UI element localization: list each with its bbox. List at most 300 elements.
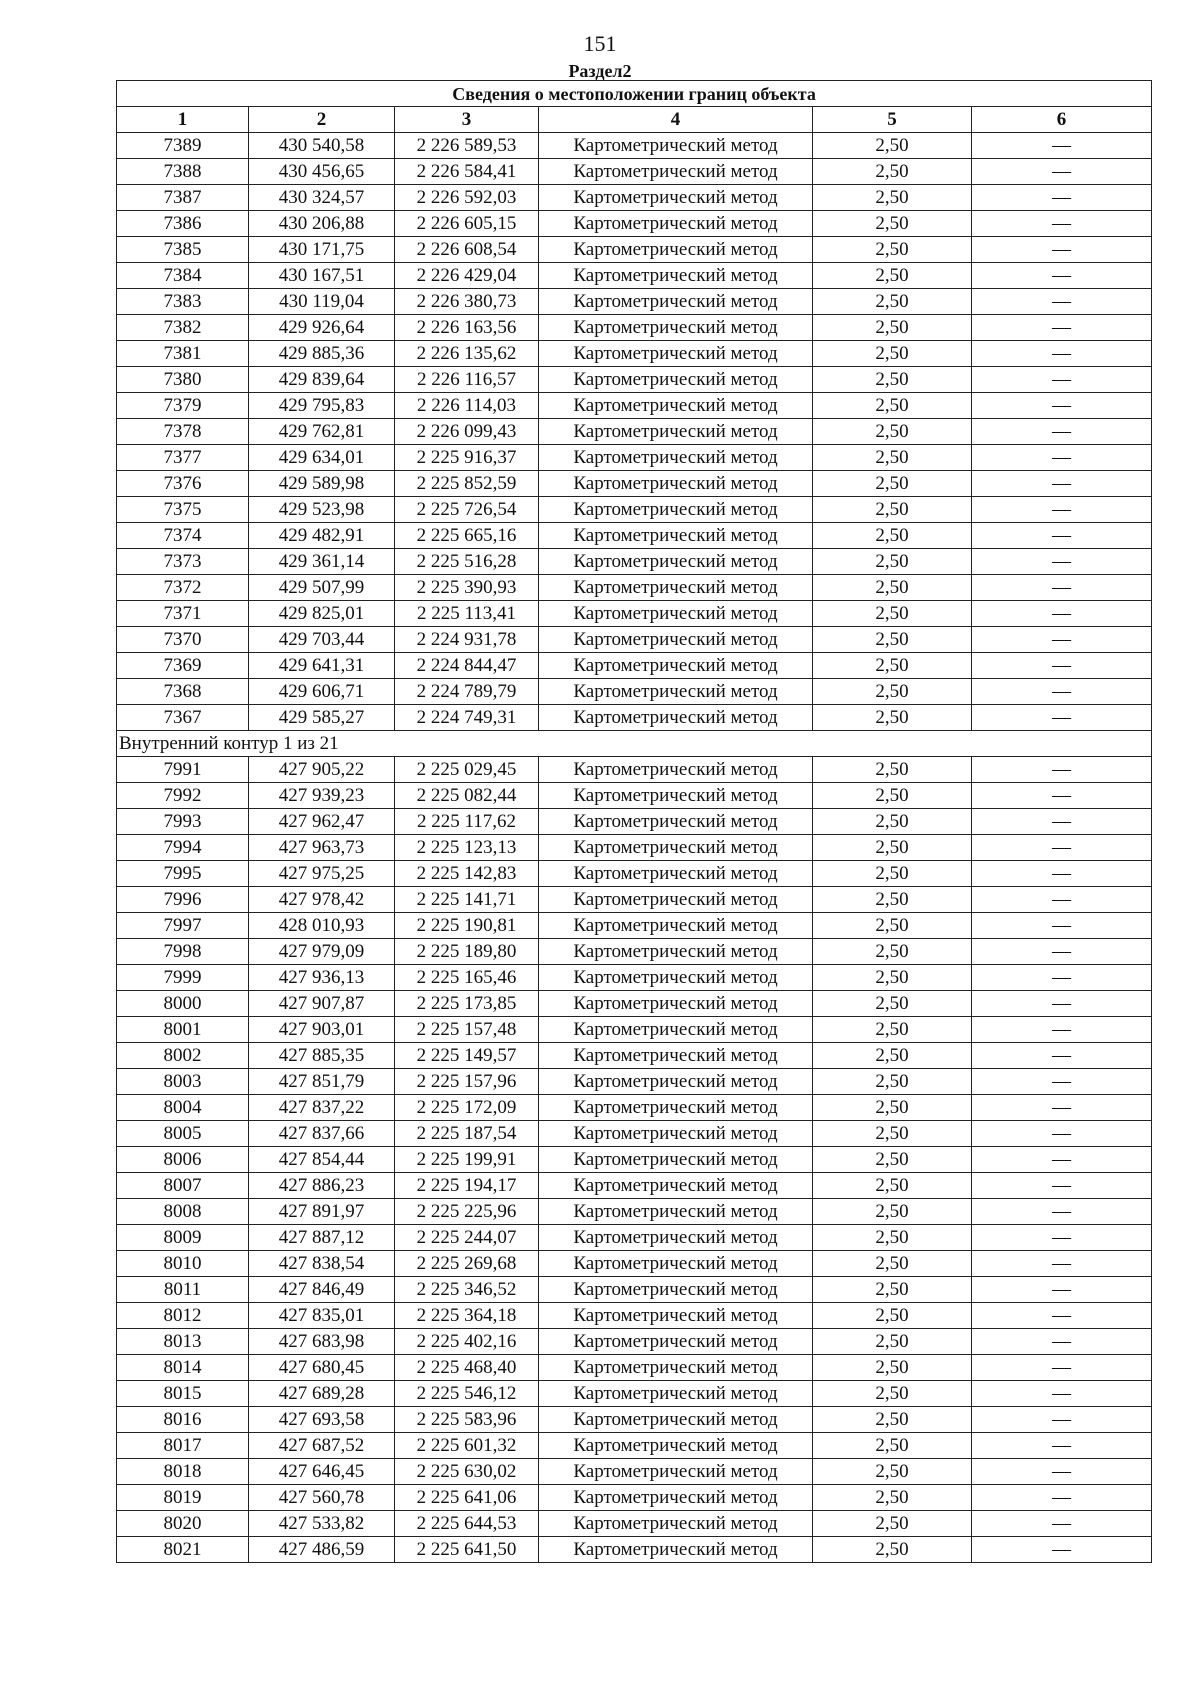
note-cell: — — [972, 1537, 1152, 1563]
accuracy-cell: 2,50 — [813, 627, 972, 653]
table-row — [117, 653, 1152, 679]
y-coordinate-cell: 2 225 244,07 — [395, 1225, 539, 1251]
method-cell: Картометрический метод — [539, 1251, 813, 1277]
x-coordinate-cell: 429 885,36 — [249, 341, 395, 367]
table-row — [117, 1017, 1152, 1043]
accuracy-cell: 2,50 — [813, 1017, 972, 1043]
table-row — [117, 1095, 1152, 1121]
y-coordinate-cell: 2 224 931,78 — [395, 627, 539, 653]
x-coordinate-cell: 427 837,22 — [249, 1095, 395, 1121]
x-coordinate-cell: 429 523,98 — [249, 497, 395, 523]
x-coordinate-cell: 429 839,64 — [249, 367, 395, 393]
table-row — [117, 1069, 1152, 1095]
y-coordinate-cell: 2 225 269,68 — [395, 1251, 539, 1277]
x-coordinate-cell: 427 939,23 — [249, 783, 395, 809]
note-cell: — — [972, 705, 1152, 731]
accuracy-cell: 2,50 — [813, 1043, 972, 1069]
method-cell: Картометрический метод — [539, 653, 813, 679]
x-coordinate-cell: 427 887,12 — [249, 1225, 395, 1251]
accuracy-cell: 2,50 — [813, 861, 972, 887]
column-header: 1 — [117, 107, 249, 133]
note-cell: — — [972, 1485, 1152, 1511]
point-number-cell: 7994 — [117, 835, 249, 861]
accuracy-cell: 2,50 — [813, 1121, 972, 1147]
table-row — [117, 1407, 1152, 1433]
accuracy-cell: 2,50 — [813, 1069, 972, 1095]
accuracy-cell: 2,50 — [813, 1459, 972, 1485]
x-coordinate-cell: 429 606,71 — [249, 679, 395, 705]
point-number-cell: 7372 — [117, 575, 249, 601]
x-coordinate-cell: 427 683,98 — [249, 1329, 395, 1355]
x-coordinate-cell: 427 854,44 — [249, 1147, 395, 1173]
table-row — [117, 523, 1152, 549]
note-cell: — — [972, 1407, 1152, 1433]
note-cell: — — [972, 939, 1152, 965]
x-coordinate-cell: 427 907,87 — [249, 991, 395, 1017]
method-cell: Картометрический метод — [539, 627, 813, 653]
method-cell: Картометрический метод — [539, 1537, 813, 1563]
page-number: 151 — [583, 31, 617, 56]
method-cell: Картометрический метод — [539, 1095, 813, 1121]
note-cell: — — [972, 1381, 1152, 1407]
y-coordinate-cell: 2 226 114,03 — [395, 393, 539, 419]
table-row — [117, 341, 1152, 367]
x-coordinate-cell: 427 891,97 — [249, 1199, 395, 1225]
note-cell: — — [972, 1225, 1152, 1251]
point-number-cell: 7375 — [117, 497, 249, 523]
table-row — [117, 1485, 1152, 1511]
y-coordinate-cell: 2 225 644,53 — [395, 1511, 539, 1537]
note-cell: — — [972, 159, 1152, 185]
point-number-cell: 7998 — [117, 939, 249, 965]
accuracy-cell: 2,50 — [813, 1147, 972, 1173]
point-number-cell: 7378 — [117, 419, 249, 445]
accuracy-cell: 2,50 — [813, 367, 972, 393]
x-coordinate-cell: 427 838,54 — [249, 1251, 395, 1277]
accuracy-cell: 2,50 — [813, 185, 972, 211]
point-number-cell: 7380 — [117, 367, 249, 393]
x-coordinate-cell: 427 835,01 — [249, 1303, 395, 1329]
table-row — [117, 575, 1152, 601]
x-coordinate-cell: 427 936,13 — [249, 965, 395, 991]
x-coordinate-cell: 427 885,35 — [249, 1043, 395, 1069]
method-cell: Картометрический метод — [539, 211, 813, 237]
x-coordinate-cell: 427 963,73 — [249, 835, 395, 861]
accuracy-cell: 2,50 — [813, 1329, 972, 1355]
method-cell: Картометрический метод — [539, 1017, 813, 1043]
accuracy-cell: 2,50 — [813, 1303, 972, 1329]
x-coordinate-cell: 428 010,93 — [249, 913, 395, 939]
note-cell: — — [972, 835, 1152, 861]
table-row — [117, 1277, 1152, 1303]
contour-label-row — [117, 731, 1152, 757]
point-number-cell: 8020 — [117, 1511, 249, 1537]
y-coordinate-cell: 2 225 165,46 — [395, 965, 539, 991]
point-number-cell: 7993 — [117, 809, 249, 835]
point-number-cell: 7374 — [117, 523, 249, 549]
note-cell: — — [972, 991, 1152, 1017]
note-cell: — — [972, 1277, 1152, 1303]
accuracy-cell: 2,50 — [813, 1485, 972, 1511]
point-number-cell: 7371 — [117, 601, 249, 627]
accuracy-cell: 2,50 — [813, 757, 972, 783]
table-row — [117, 783, 1152, 809]
point-number-cell: 7992 — [117, 783, 249, 809]
method-cell: Картометрический метод — [539, 393, 813, 419]
accuracy-cell: 2,50 — [813, 497, 972, 523]
table-row — [117, 1043, 1152, 1069]
y-coordinate-cell: 2 226 605,15 — [395, 211, 539, 237]
note-cell: — — [972, 1199, 1152, 1225]
accuracy-cell: 2,50 — [813, 809, 972, 835]
method-cell: Картометрический метод — [539, 523, 813, 549]
note-cell: — — [972, 289, 1152, 315]
accuracy-cell: 2,50 — [813, 705, 972, 731]
accuracy-cell: 2,50 — [813, 211, 972, 237]
accuracy-cell: 2,50 — [813, 653, 972, 679]
method-cell: Картометрический метод — [539, 575, 813, 601]
note-cell: — — [972, 211, 1152, 237]
method-cell: Картометрический метод — [539, 679, 813, 705]
method-cell: Картометрический метод — [539, 471, 813, 497]
method-cell: Картометрический метод — [539, 1173, 813, 1199]
note-cell: — — [972, 497, 1152, 523]
method-cell: Картометрический метод — [539, 185, 813, 211]
method-cell: Картометрический метод — [539, 289, 813, 315]
table-row — [117, 809, 1152, 835]
accuracy-cell: 2,50 — [813, 1537, 972, 1563]
point-number-cell: 7373 — [117, 549, 249, 575]
note-cell: — — [972, 1043, 1152, 1069]
table-row — [117, 679, 1152, 705]
method-cell: Картометрический метод — [539, 1381, 813, 1407]
accuracy-cell: 2,50 — [813, 133, 972, 159]
note-cell: — — [972, 1121, 1152, 1147]
y-coordinate-cell: 2 225 199,91 — [395, 1147, 539, 1173]
outer-contour-rows — [117, 133, 1152, 731]
method-cell: Картометрический метод — [539, 1355, 813, 1381]
accuracy-cell: 2,50 — [813, 393, 972, 419]
point-number-cell: 7370 — [117, 627, 249, 653]
x-coordinate-cell: 429 762,81 — [249, 419, 395, 445]
x-coordinate-cell: 427 851,79 — [249, 1069, 395, 1095]
y-coordinate-cell: 2 225 852,59 — [395, 471, 539, 497]
x-coordinate-cell: 429 482,91 — [249, 523, 395, 549]
x-coordinate-cell: 427 903,01 — [249, 1017, 395, 1043]
accuracy-cell: 2,50 — [813, 1381, 972, 1407]
note-cell: — — [972, 1355, 1152, 1381]
accuracy-cell: 2,50 — [813, 1355, 972, 1381]
method-cell: Картометрический метод — [539, 1277, 813, 1303]
y-coordinate-cell: 2 224 749,31 — [395, 705, 539, 731]
note-cell: — — [972, 575, 1152, 601]
table-row — [117, 1381, 1152, 1407]
x-coordinate-cell: 427 687,52 — [249, 1433, 395, 1459]
table-row — [117, 1355, 1152, 1381]
accuracy-cell: 2,50 — [813, 549, 972, 575]
y-coordinate-cell: 2 225 142,83 — [395, 861, 539, 887]
point-number-cell: 7377 — [117, 445, 249, 471]
y-coordinate-cell: 2 225 364,18 — [395, 1303, 539, 1329]
table-row — [117, 1147, 1152, 1173]
method-cell: Картометрический метод — [539, 1407, 813, 1433]
note-cell: — — [972, 133, 1152, 159]
y-coordinate-cell: 2 225 468,40 — [395, 1355, 539, 1381]
point-number-cell: 8008 — [117, 1199, 249, 1225]
y-coordinate-cell: 2 225 630,02 — [395, 1459, 539, 1485]
note-cell: — — [972, 549, 1152, 575]
y-coordinate-cell: 2 225 029,45 — [395, 757, 539, 783]
note-cell: — — [972, 783, 1152, 809]
point-number-cell: 7384 — [117, 263, 249, 289]
accuracy-cell: 2,50 — [813, 601, 972, 627]
note-cell: — — [972, 809, 1152, 835]
point-number-cell: 7999 — [117, 965, 249, 991]
point-number-cell: 8014 — [117, 1355, 249, 1381]
table-row — [117, 237, 1152, 263]
column-header: 2 — [249, 107, 395, 133]
table-row — [117, 1303, 1152, 1329]
y-coordinate-cell: 2 225 641,50 — [395, 1537, 539, 1563]
accuracy-cell: 2,50 — [813, 1433, 972, 1459]
y-coordinate-cell: 2 225 194,17 — [395, 1173, 539, 1199]
y-coordinate-cell: 2 224 844,47 — [395, 653, 539, 679]
method-cell: Картометрический метод — [539, 783, 813, 809]
x-coordinate-cell: 429 361,14 — [249, 549, 395, 575]
table-row — [117, 1511, 1152, 1537]
y-coordinate-cell: 2 225 157,96 — [395, 1069, 539, 1095]
point-number-cell: 8013 — [117, 1329, 249, 1355]
method-cell: Картометрический метод — [539, 965, 813, 991]
x-coordinate-cell: 427 979,09 — [249, 939, 395, 965]
table-row — [117, 705, 1152, 731]
method-cell: Картометрический метод — [539, 1121, 813, 1147]
x-coordinate-cell: 429 589,98 — [249, 471, 395, 497]
y-coordinate-cell: 2 226 099,43 — [395, 419, 539, 445]
y-coordinate-cell: 2 226 608,54 — [395, 237, 539, 263]
y-coordinate-cell: 2 225 390,93 — [395, 575, 539, 601]
note-cell: — — [972, 1069, 1152, 1095]
method-cell: Картометрический метод — [539, 1147, 813, 1173]
method-cell: Картометрический метод — [539, 1433, 813, 1459]
accuracy-cell: 2,50 — [813, 523, 972, 549]
table-row — [117, 861, 1152, 887]
table-row — [117, 939, 1152, 965]
accuracy-cell: 2,50 — [813, 1251, 972, 1277]
point-number-cell: 8011 — [117, 1277, 249, 1303]
x-coordinate-cell: 427 689,28 — [249, 1381, 395, 1407]
accuracy-cell: 2,50 — [813, 445, 972, 471]
accuracy-cell: 2,50 — [813, 965, 972, 991]
y-coordinate-cell: 2 225 402,16 — [395, 1329, 539, 1355]
column-header: 3 — [395, 107, 539, 133]
note-cell: — — [972, 1511, 1152, 1537]
point-number-cell: 7368 — [117, 679, 249, 705]
method-cell: Картометрический метод — [539, 1069, 813, 1095]
x-coordinate-cell: 429 634,01 — [249, 445, 395, 471]
point-number-cell: 7996 — [117, 887, 249, 913]
table-row — [117, 1251, 1152, 1277]
method-cell: Картометрический метод — [539, 341, 813, 367]
table-row — [117, 835, 1152, 861]
table-row — [117, 601, 1152, 627]
point-number-cell: 7386 — [117, 211, 249, 237]
method-cell: Картометрический метод — [539, 1303, 813, 1329]
method-cell: Картометрический метод — [539, 835, 813, 861]
table-title: Сведения о местоположении границ объекта — [117, 81, 1152, 107]
y-coordinate-cell: 2 225 082,44 — [395, 783, 539, 809]
note-cell: — — [972, 653, 1152, 679]
accuracy-cell: 2,50 — [813, 1511, 972, 1537]
x-coordinate-cell: 427 978,42 — [249, 887, 395, 913]
accuracy-cell: 2,50 — [813, 1199, 972, 1225]
method-cell: Картометрический метод — [539, 1329, 813, 1355]
point-number-cell: 8012 — [117, 1303, 249, 1329]
method-cell: Картометрический метод — [539, 887, 813, 913]
method-cell: Картометрический метод — [539, 1225, 813, 1251]
x-coordinate-cell: 427 486,59 — [249, 1537, 395, 1563]
x-coordinate-cell: 427 560,78 — [249, 1485, 395, 1511]
y-coordinate-cell: 2 225 516,28 — [395, 549, 539, 575]
accuracy-cell: 2,50 — [813, 913, 972, 939]
y-coordinate-cell: 2 226 429,04 — [395, 263, 539, 289]
method-cell: Картометрический метод — [539, 549, 813, 575]
x-coordinate-cell: 429 926,64 — [249, 315, 395, 341]
point-number-cell: 7369 — [117, 653, 249, 679]
section-title: Раздел2 — [568, 61, 632, 81]
point-number-cell: 8016 — [117, 1407, 249, 1433]
method-cell: Картометрический метод — [539, 939, 813, 965]
x-coordinate-cell: 427 837,66 — [249, 1121, 395, 1147]
method-cell: Картометрический метод — [539, 497, 813, 523]
method-cell: Картометрический метод — [539, 1199, 813, 1225]
point-number-cell: 8002 — [117, 1043, 249, 1069]
note-cell: — — [972, 1329, 1152, 1355]
table-row — [117, 497, 1152, 523]
y-coordinate-cell: 2 225 546,12 — [395, 1381, 539, 1407]
column-header: 6 — [972, 107, 1152, 133]
point-number-cell: 7388 — [117, 159, 249, 185]
point-number-cell: 8000 — [117, 991, 249, 1017]
table-row — [117, 1173, 1152, 1199]
y-coordinate-cell: 2 225 641,06 — [395, 1485, 539, 1511]
y-coordinate-cell: 2 225 187,54 — [395, 1121, 539, 1147]
note-cell: — — [972, 757, 1152, 783]
accuracy-cell: 2,50 — [813, 289, 972, 315]
accuracy-cell: 2,50 — [813, 939, 972, 965]
y-coordinate-cell: 2 225 172,09 — [395, 1095, 539, 1121]
point-number-cell: 8019 — [117, 1485, 249, 1511]
table-row — [117, 393, 1152, 419]
accuracy-cell: 2,50 — [813, 1225, 972, 1251]
note-cell: — — [972, 1173, 1152, 1199]
table-row — [117, 211, 1152, 237]
y-coordinate-cell: 2 226 584,41 — [395, 159, 539, 185]
x-coordinate-cell: 427 886,23 — [249, 1173, 395, 1199]
method-cell: Картометрический метод — [539, 263, 813, 289]
note-cell: — — [972, 393, 1152, 419]
y-coordinate-cell: 2 225 916,37 — [395, 445, 539, 471]
table-row — [117, 185, 1152, 211]
point-number-cell: 8004 — [117, 1095, 249, 1121]
y-coordinate-cell: 2 226 135,62 — [395, 341, 539, 367]
x-coordinate-cell: 430 456,65 — [249, 159, 395, 185]
method-cell: Картометрический метод — [539, 1511, 813, 1537]
note-cell: — — [972, 367, 1152, 393]
inner-contour-rows — [117, 757, 1152, 1563]
table-row — [117, 1459, 1152, 1485]
y-coordinate-cell: 2 226 116,57 — [395, 367, 539, 393]
accuracy-cell: 2,50 — [813, 991, 972, 1017]
point-number-cell: 7376 — [117, 471, 249, 497]
point-number-cell: 7382 — [117, 315, 249, 341]
accuracy-cell: 2,50 — [813, 887, 972, 913]
table-row — [117, 627, 1152, 653]
point-number-cell: 8005 — [117, 1121, 249, 1147]
x-coordinate-cell: 430 324,57 — [249, 185, 395, 211]
table-row — [117, 419, 1152, 445]
note-cell: — — [972, 679, 1152, 705]
y-coordinate-cell: 2 225 117,62 — [395, 809, 539, 835]
column-header-row — [117, 107, 1152, 133]
x-coordinate-cell: 427 846,49 — [249, 1277, 395, 1303]
note-cell: — — [972, 1147, 1152, 1173]
note-cell: — — [972, 471, 1152, 497]
table-row — [117, 1433, 1152, 1459]
point-number-cell: 7381 — [117, 341, 249, 367]
method-cell: Картометрический метод — [539, 1459, 813, 1485]
table-row — [117, 887, 1152, 913]
method-cell: Картометрический метод — [539, 757, 813, 783]
contour-label-section — [117, 731, 1152, 757]
note-cell: — — [972, 1095, 1152, 1121]
note-cell: — — [972, 1433, 1152, 1459]
x-coordinate-cell: 427 962,47 — [249, 809, 395, 835]
coordinates-table — [116, 80, 1152, 1563]
point-number-cell: 7995 — [117, 861, 249, 887]
point-number-cell: 8001 — [117, 1017, 249, 1043]
accuracy-cell: 2,50 — [813, 1095, 972, 1121]
note-cell: — — [972, 341, 1152, 367]
accuracy-cell: 2,50 — [813, 1277, 972, 1303]
method-cell: Картометрический метод — [539, 1043, 813, 1069]
method-cell: Картометрический метод — [539, 445, 813, 471]
method-cell: Картометрический метод — [539, 809, 813, 835]
note-cell: — — [972, 1017, 1152, 1043]
x-coordinate-cell: 427 533,82 — [249, 1511, 395, 1537]
table-row — [117, 1199, 1152, 1225]
method-cell: Картометрический метод — [539, 237, 813, 263]
method-cell: Картометрический метод — [539, 133, 813, 159]
note-cell: — — [972, 601, 1152, 627]
point-number-cell: 8017 — [117, 1433, 249, 1459]
note-cell: — — [972, 445, 1152, 471]
point-number-cell: 8009 — [117, 1225, 249, 1251]
x-coordinate-cell: 429 641,31 — [249, 653, 395, 679]
table-row — [117, 315, 1152, 341]
point-number-cell: 8015 — [117, 1381, 249, 1407]
x-coordinate-cell: 429 703,44 — [249, 627, 395, 653]
y-coordinate-cell: 2 225 123,13 — [395, 835, 539, 861]
accuracy-cell: 2,50 — [813, 1173, 972, 1199]
table-row — [117, 445, 1152, 471]
note-cell: — — [972, 237, 1152, 263]
accuracy-cell: 2,50 — [813, 471, 972, 497]
y-coordinate-cell: 2 226 380,73 — [395, 289, 539, 315]
point-number-cell: 7389 — [117, 133, 249, 159]
column-header: 5 — [813, 107, 972, 133]
y-coordinate-cell: 2 225 665,16 — [395, 523, 539, 549]
